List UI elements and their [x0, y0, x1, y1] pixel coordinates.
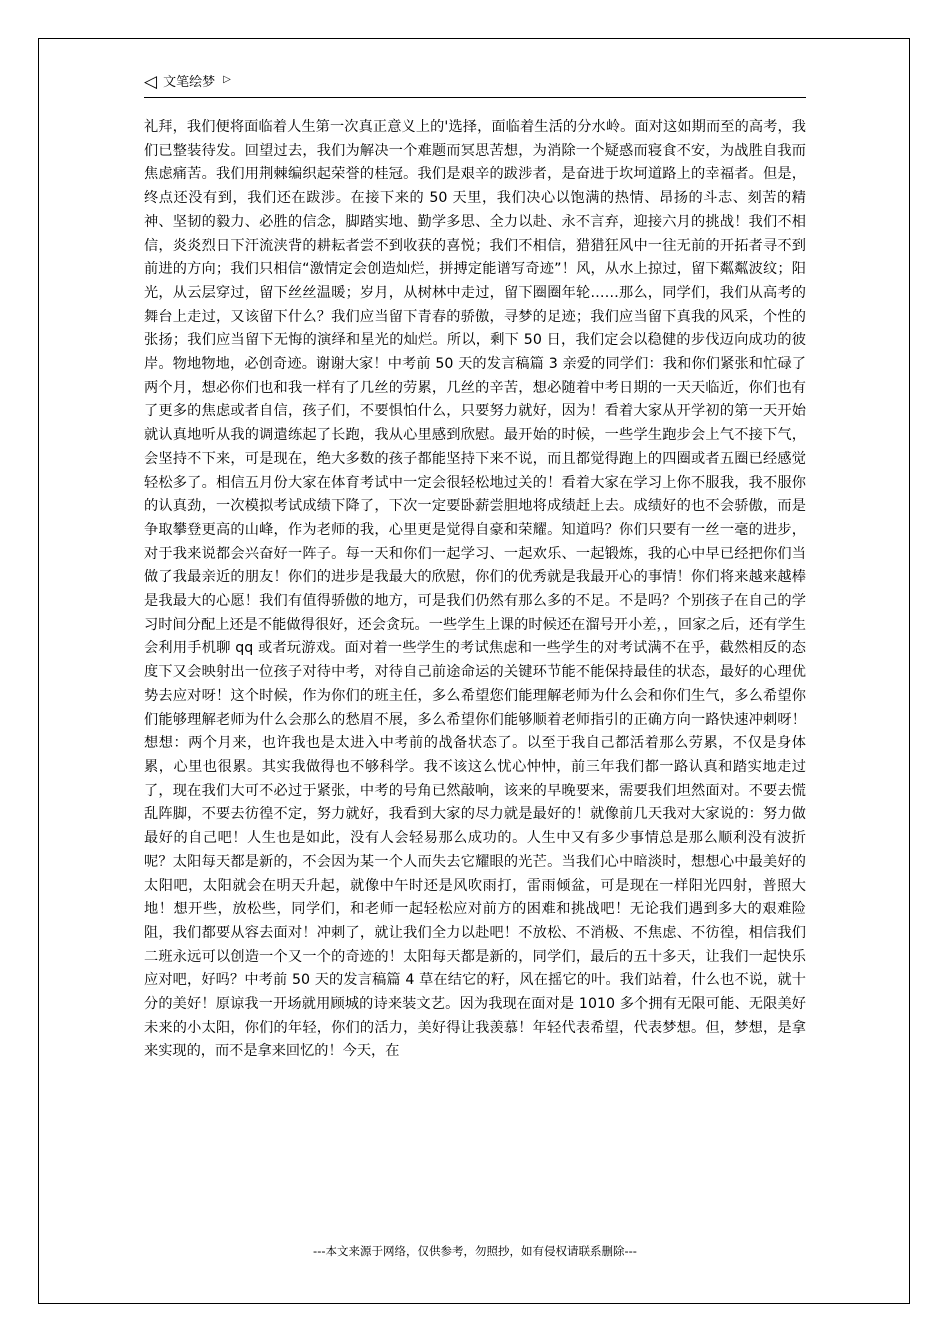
header-title: 文笔绘梦	[163, 75, 216, 90]
triangle-right-icon: ▷	[223, 73, 231, 85]
page-header	[144, 72, 806, 98]
body-text: 礼拜，我们便将面临着人生第一次真正意义上的'选择，面临着生活的分水岭。面对这如期而至的高考，我们已整装待发。回望过去，我们为解决一个难题而冥思苦想，为消除一个疑惑而寝食不安，为战胜自我而焦虑痛苦。我们用荆棘编织起荣誉的桂冠。我们是艰辛的跋涉者，是奋进于坎坷道路上的幸福者。但是，终点还没有到，我们还在跋涉。在接下来的 50 天里，我们决心以饱满的热情、昂扬的斗志、刻苦的精神、坚韧的毅力、必胜的信念，脚踏实地、勤学多思、全力以赴、永不言弃，迎接六月的挑战！我们不相信，炎炎烈日下汗流浃背的耕耘者尝不到收获的喜悦；我们不相信，猎猎狂风中一往无前的开拓者寻不到前进的方向；我们只相信“激情定会创造灿烂，拼搏定能谱写奇迹”！风，从水上掠过，留下粼粼波纹；阳光，从云层穿过，留下丝丝温暖；岁月，从树林中走过，留下圈圈年轮……那么，同学们，我们从高考的舞台上走过，又该留下什么？我们应当留下青春的骄傲，寻梦的足迹；我们应当留下真我的风采，个性的张扬；我们应当留下无悔的演绎和星光的灿烂。所以，剩下 50 日，我们定会以稳健的步伐迈向成功的彼岸。物地物地，必创奇迹。谢谢大家！中考前 50 天的发言稿篇 3 亲爱的同学们：我和你们紧张和忙碌了两个月，想必你们也和我一样有了几丝的劳累，几丝的辛苦，想必随着中考日期的一天天临近，你们也有了更多的焦虑或者自信，孩子们，不要惧怕什么，只要努力就好，因为！看着大家从开学初的第一天开始就认真地听从我的调遣练起了长跑，我从心里感到欣慰。最开始的时候，一些学生跑步会上气不接下气，会坚持不下来，可是现在，绝大多数的孩子都能坚持下来不说，而且都觉得跑上的四圈或者五圈已经感觉轻松多了。相信五月份大家在体育考试中一定会很轻松地过关的！看着大家在学习上你不服我，我不服你的认真劲，一次模拟考试成绩下降了，下次一定要卧薪尝胆地将成绩赶上去。成绩好的也不会骄傲，而是争取攀登更高的山峰，作为老师的我，心里更是觉得自豪和荣耀。知道吗？你们只要有一丝一毫的进步，对于我来说都会兴奋好一阵子。每一天和你们一起学习、一起欢乐、一起锻炼，我的心中早已经把你们当做了我最亲近的朋友！你们的进步是我最大的欣慰，你们的优秀就是我最开心的事情！你们将来越来越棒是我最大的心愿！我们有值得骄傲的地方，可是我们仍然有那么多的不足。不是吗？个别孩子在自己的学习时间分配上还是不能做得很好，还会贪玩。一些学生上课的时候还在溜号开小差，，回家之后，还有学生会利用手机聊 qq 或者玩游戏。面对着一些学生的考试焦虑和一些学生的对考试满不在乎，截然相反的态度下又会映射出一位孩子对待中考，对待自己前途命运的关键环节能不能保持最佳的状态，最好的心理优势去应对呀！这个时候，作为你们的班主任，多么希望您们能理解老师为什么会和你们生气，多么希望你们能够理解老师为什么会那么的愁眉不展，多么希望你们能够顺着老师指引的正确方向一路快速冲刺呀！想想：两个月来，也许我也是太进入中考前的战备状态了。以至于我自己都活着那么劳累，不仅是身体累，心里也很累。其实我做得也不够科学。我不该这么忧心忡忡，前三年我们都一路认真和踏实地走过了，现在我们大可不必过于紧张，中考的号角已然敲响，该来的早晚要来，需要我们坦然面对。不要去慌乱阵脚，不要去彷徨不定，努力就好，我看到大家的尽力就是最好的！就像前几天我对大家说的：努力做最好的自己吧！人生也是如此，没有人会轻易那么成功的。人生中又有多少事情总是那么顺利没有波折呢？太阳每天都是新的，不会因为某一个人而失去它耀眼的光芒。当我们心中暗淡时，想想心中最美好的太阳吧，太阳就会在明天升起，就像中午时还是风吹雨打，雷雨倾盆，可是现在一样阳光四射，普照大地！想开些，放松些，同学们，和老师一起轻松应对前方的困难和挑战吧！无论我们遇到多大的艰难险阻，我们都要从容去面对！冲刺了，就让我们全力以赴吧！不放松、不消极、不焦虑、不彷徨，相信我们二班永远可以创造一个又一个的奇迹的！太阳每天都是新的，同学们，最后的五十多天，让我们一起快乐应对吧，好吗？中考前 50 天的发言稿篇 4 草在结它的籽，风在摇它的叶。我们站着，什么也不说，就十分的美好！原谅我一开场就用顾城的诗来装文艺。因为我现在面对是 1010 多个拥有无限可能、无限美好未来的小太阳，你们的年轻，你们的活力，美好得让我羡慕！年轻代表希望，代表梦想。但，梦想，是拿来实现的，而不是拿来回忆的！今天，在	[144, 119, 806, 1060]
triangle-left-icon: ◁	[144, 72, 158, 92]
footer-disclaimer: ---本文来源于网络，仅供参考，勿照抄，如有侵权请联系删除---	[313, 1244, 637, 1258]
